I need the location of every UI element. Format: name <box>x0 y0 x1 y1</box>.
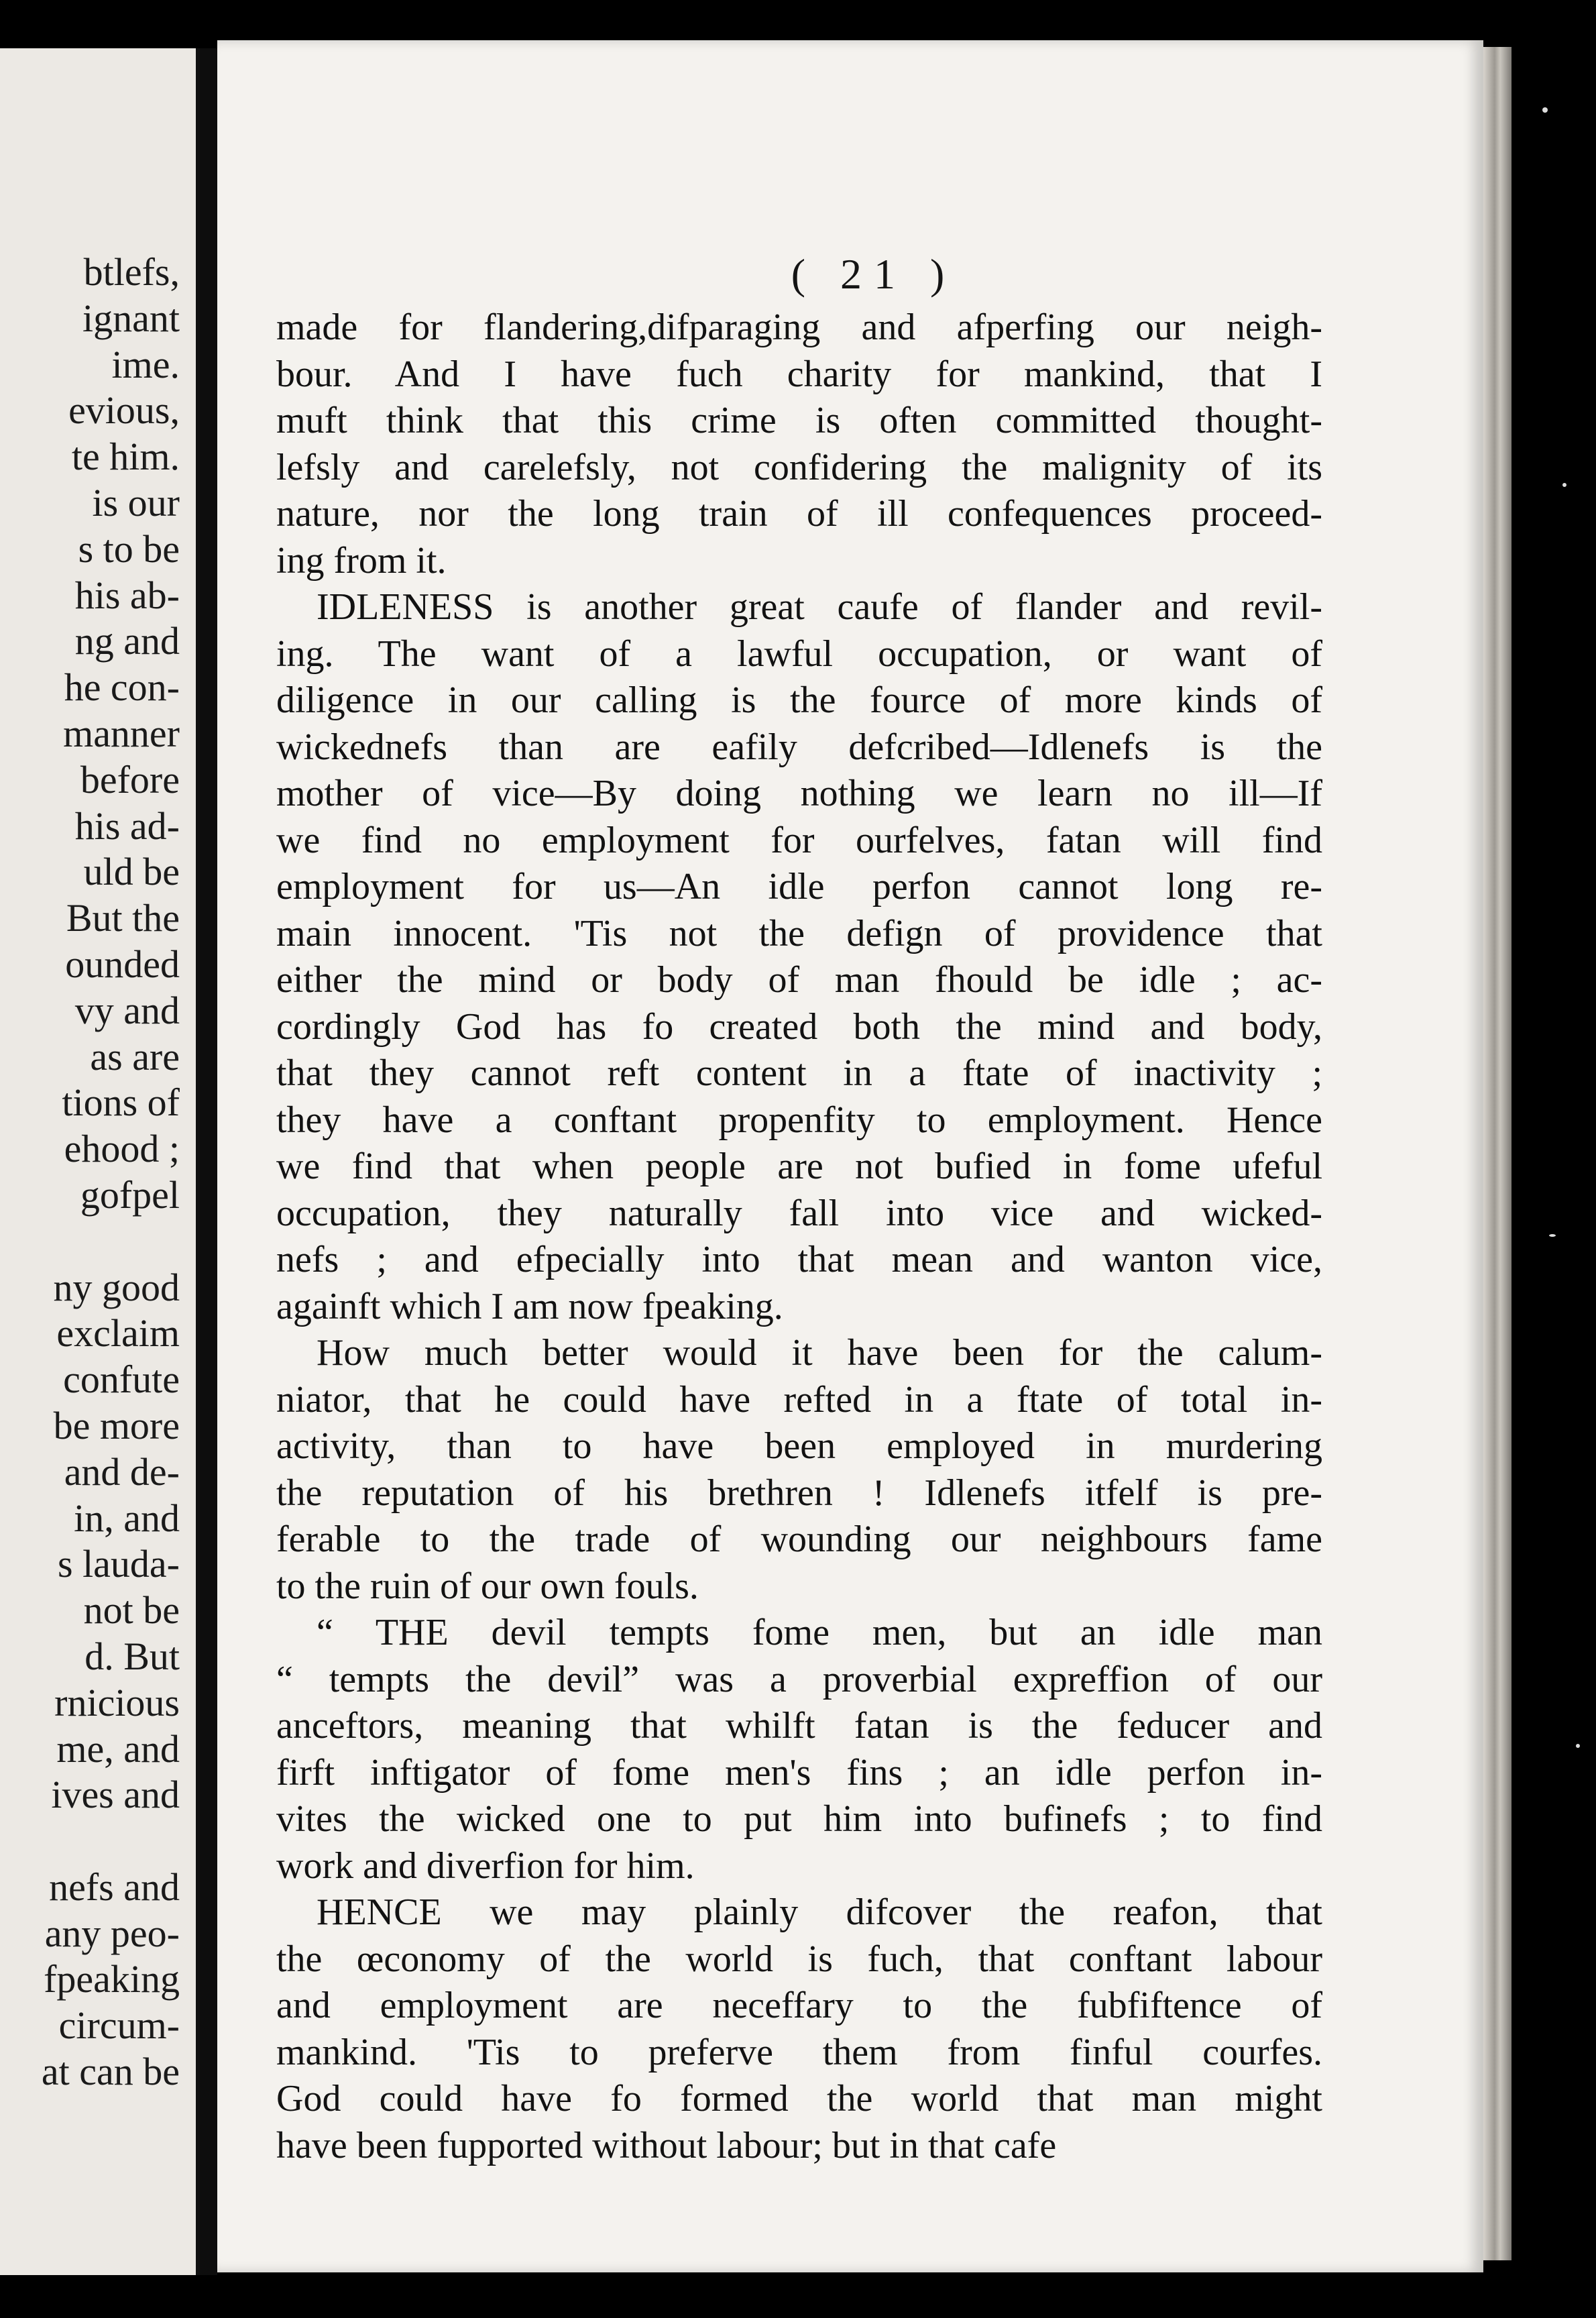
left-page-line: he con- <box>64 665 180 710</box>
left-page-line: circum- <box>58 2003 180 2048</box>
page-number: ( 21 ) <box>791 250 957 298</box>
left-page-text <box>0 250 180 2095</box>
text-line: firft inftigator of fome men's fins ; an idle perfon in- <box>276 1751 1322 1793</box>
left-page-line: s lauda- <box>58 1542 180 1586</box>
text-line: occupation, they naturally fall into vice and wicked- <box>276 1192 1322 1234</box>
text-line: activity, than to have been employed in murdering <box>276 1425 1322 1467</box>
left-page-line: me, and <box>56 1726 180 1771</box>
left-page-line: ehood ; <box>64 1127 180 1171</box>
left-page-line: rnicious <box>54 1680 180 1724</box>
left-page-line: in, and <box>74 1496 180 1540</box>
paragraph <box>276 1889 1322 2169</box>
left-page-line: uld be <box>83 850 180 894</box>
text-line: to the ruin of our own fouls. <box>276 1565 699 1607</box>
text-line: main innocent. 'Tis not the defign of providence that <box>276 912 1322 954</box>
left-page-line: btlefs, <box>83 250 180 294</box>
left-page-line: not be <box>83 1588 180 1633</box>
left-page-line: his ab- <box>74 573 180 617</box>
left-page-line: But the <box>66 896 180 940</box>
left-page-line: before <box>80 757 180 802</box>
text-line: IDLENESS is another great caufe of flander and revil- <box>317 586 1322 628</box>
left-page-line: ives and <box>51 1773 180 1817</box>
text-line: nefs ; and efpecially into that mean and wanton vice, <box>276 1239 1322 1280</box>
left-page-line: confute <box>63 1358 180 1402</box>
left-page-line: nefs and <box>49 1865 180 1909</box>
left-page-line: as are <box>90 1034 180 1079</box>
left-page-line: ignant <box>82 296 180 340</box>
left-page-line: be more <box>53 1403 180 1447</box>
text-line: diligence in our calling is the fource of more kinds of <box>276 679 1322 721</box>
text-line: HENCE we may plainly difcover the reafon, that <box>317 1891 1322 1933</box>
text-line: we find that when people are not bufied in fome ufeful <box>276 1146 1322 1187</box>
text-line: have been fupported without labour; but in that cafe <box>276 2124 1057 2166</box>
text-line: ing from it. <box>276 539 447 582</box>
left-page-line: ng and <box>74 619 180 663</box>
paragraph <box>276 305 1322 584</box>
left-page-line: any peo- <box>44 1911 180 1955</box>
left-page-line: tions of <box>62 1081 180 1125</box>
left-page-line: evious, <box>68 388 180 433</box>
left-page-line: ny good <box>53 1265 180 1309</box>
text-line: How much better would it have been for the calum- <box>317 1332 1322 1374</box>
left-page-line: d. But <box>84 1634 180 1678</box>
left-page-line: ime. <box>111 342 180 386</box>
text-line: nature, nor the long train of ill confequences proceed- <box>276 493 1322 535</box>
book-gutter <box>200 48 217 2275</box>
text-line: they have a conftant propenfity to employment. Hence <box>276 1099 1322 1141</box>
text-line: wickednefs than are eafily defcribed—Idlenefs is the <box>276 726 1322 768</box>
text-line: anceftors, meaning that whilft fatan is the feducer and <box>276 1705 1322 1747</box>
left-page-line: at can be <box>41 2050 180 2094</box>
text-line: we find no employment for ourfelves, fatan will find <box>276 819 1322 861</box>
left-page-line <box>0 1219 180 1265</box>
text-line: employment for us—An idle perfon cannot long re- <box>276 866 1322 907</box>
text-line: niator, that he could have refted in a ftate of total in- <box>276 1378 1322 1421</box>
left-page-line: manner <box>63 711 180 755</box>
left-page-line: te him. <box>71 435 180 479</box>
left-facing-page <box>0 48 200 2275</box>
text-line: ferable to the trade of wounding our neighbours fame <box>276 1519 1322 1560</box>
left-page-line: gofpel <box>80 1172 180 1217</box>
left-page-line: his ad- <box>74 804 180 848</box>
left-page-line: exclaim <box>56 1311 180 1356</box>
dust-speck <box>1549 1234 1556 1237</box>
text-line: either the mind or body of man fhould be idle ; ac- <box>276 959 1322 1001</box>
text-line: muft think that this crime is often committed thought- <box>276 400 1322 441</box>
page-edge <box>1483 47 1512 2260</box>
left-page-line: s to be <box>78 527 180 571</box>
left-page-line <box>0 1818 180 1865</box>
paragraph <box>276 584 1322 1330</box>
right-page <box>217 40 1483 2272</box>
left-page-line: fpeaking <box>44 1957 180 2001</box>
text-line: work and diverfion for him. <box>276 1844 695 1887</box>
text-line: ing. The want of a lawful occupation, or want of <box>276 632 1322 675</box>
text-line: againft which I am now fpeaking. <box>276 1285 783 1327</box>
text-line: and employment are neceffary to the fubfiftence of <box>276 1985 1322 2026</box>
body-text <box>276 305 1322 2169</box>
text-line: the reputation of his brethren ! Idlenefs itfelf is pre- <box>276 1472 1322 1514</box>
text-line: the œconomy of the world is fuch, that conftant labour <box>276 1938 1322 1980</box>
text-line: that they cannot reft content in a ftate of inactivity ; <box>276 1052 1322 1094</box>
left-page-line: vy and <box>74 988 180 1032</box>
text-line: mankind. 'Tis to preferve them from finful courfes. <box>276 2031 1322 2073</box>
text-line: lefsly and carelefsly, not confidering the malignity of its <box>276 446 1322 488</box>
left-page-line: and de- <box>64 1449 180 1494</box>
text-line: “ tempts the devil” was a proverbial expreffion of our <box>276 1658 1322 1700</box>
text-line: bour. And I have fuch charity for mankind, that I <box>276 353 1322 395</box>
left-page-line: ounded <box>65 942 180 986</box>
paragraph <box>276 1610 1322 1889</box>
left-page-line: is our <box>92 480 180 525</box>
dust-speck <box>1542 107 1548 113</box>
text-line: “ THE devil tempts fome men, but an idle man <box>317 1612 1322 1653</box>
dust-speck <box>1562 483 1566 487</box>
text-line: God could have fo formed the world that man might <box>276 2078 1322 2119</box>
text-line: vites the wicked one to put him into bufinefs ; to find <box>276 1798 1322 1840</box>
text-line: cordingly God has fo created both the mind and body, <box>276 1005 1322 1048</box>
paragraph <box>276 1330 1322 1610</box>
text-line: made for flandering,difparaging and afperfing our neigh- <box>276 307 1322 348</box>
dust-speck <box>1576 1744 1580 1748</box>
text-line: mother of vice—By doing nothing we learn no ill—If <box>276 773 1322 814</box>
